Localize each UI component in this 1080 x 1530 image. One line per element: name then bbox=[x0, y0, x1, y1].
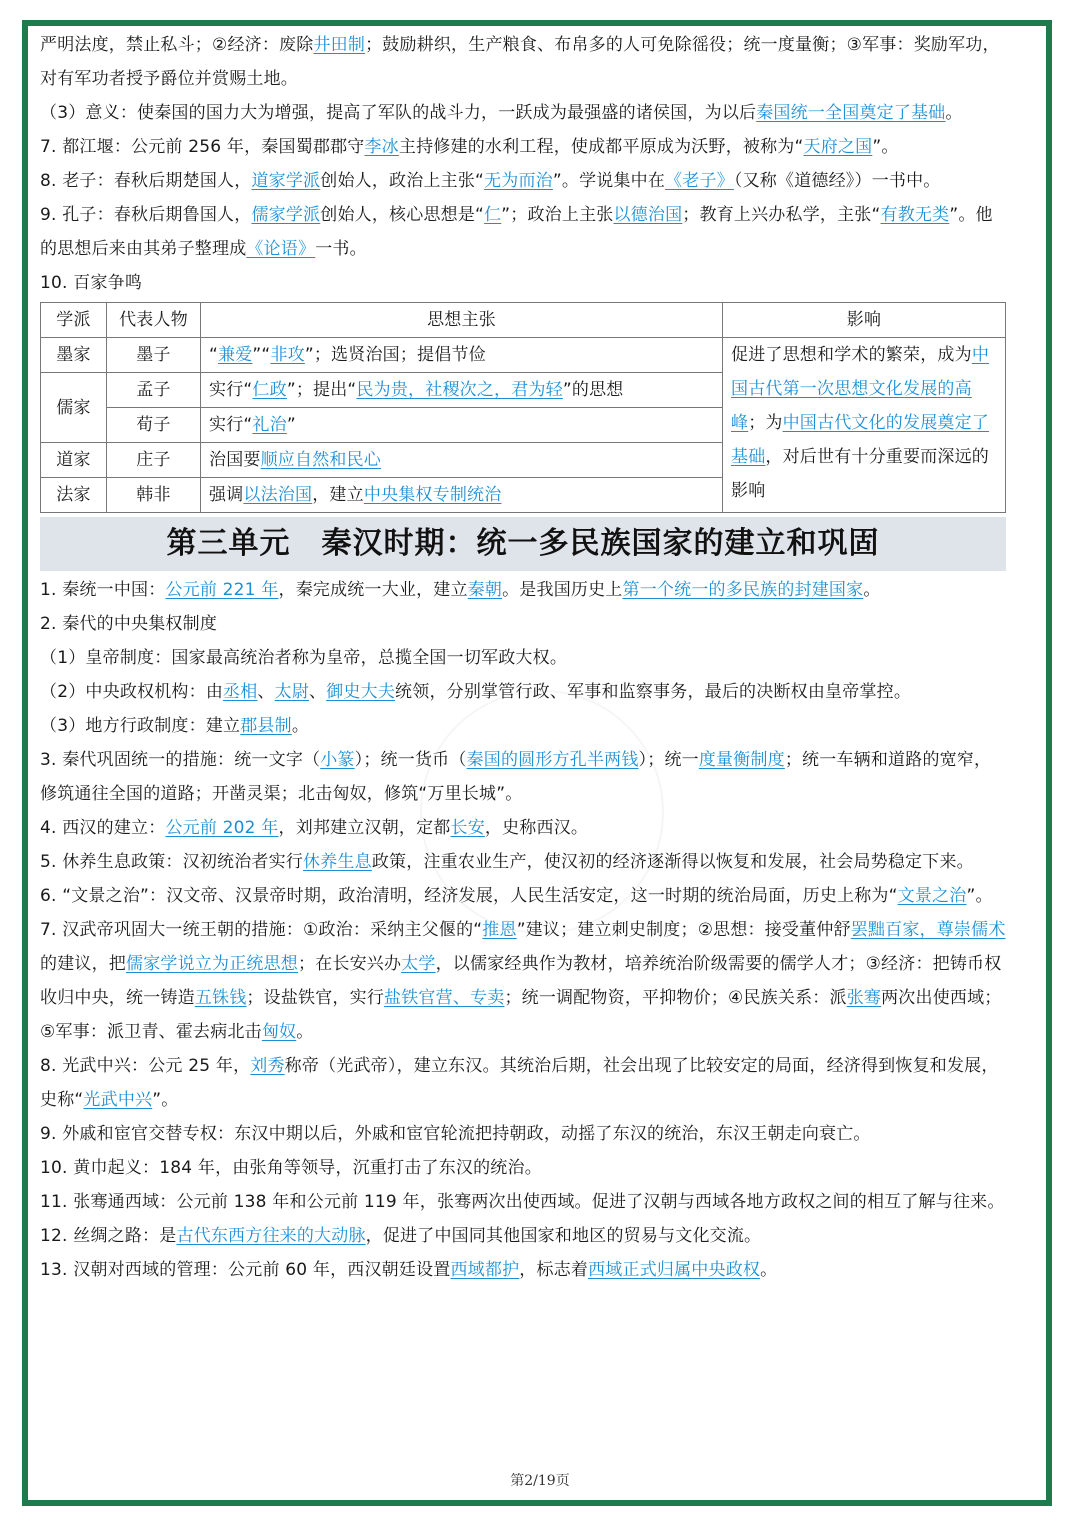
paragraph-yellow-turban: 10. 黄巾起义：184 年，由张角等领导，沉重打击了东汉的统治。 bbox=[40, 1158, 542, 1178]
person-cell: 韩非 bbox=[107, 478, 201, 513]
paragraph-qin-unification: 1. 秦统一中国：公元前 221 年，秦完成统一大业，建立秦朝。是我国历史上第一个统一的多民族的封建国家。 bbox=[40, 580, 881, 600]
table-header-row bbox=[41, 303, 1006, 338]
table-row bbox=[41, 338, 1006, 373]
paragraph-reform-significance: （3）意义：使秦国的国力大为增强，提高了军队的战斗力，一跃成为最强盛的诸侯国，为以后秦国统一全国奠定了基础。 bbox=[40, 103, 963, 123]
table-header-cell: 代表人物 bbox=[107, 303, 201, 338]
hundred-schools-table bbox=[40, 302, 1006, 513]
paragraph-laozi: 8. 老子：春秋后期楚国人，道家学派创始人，政治上主张“无为而治”。学说集中在《老子》（又称《道德经》）一书中。 bbox=[40, 171, 941, 191]
idea-cell: 治国要顺应自然和民心 bbox=[201, 443, 723, 478]
table-header-cell: 学派 bbox=[41, 303, 107, 338]
person-cell: 荀子 bbox=[107, 408, 201, 443]
paragraph-zhangqian: 11. 张骞通西域：公元前 138 年和公元前 119 年，张骞两次出使西域。促进了汉朝与西域各地方政权之间的相互了解与往来。 bbox=[40, 1192, 1005, 1212]
idea-cell: 实行“仁政”；提出“民为贵，社稷次之，君为轻”的思想 bbox=[201, 373, 723, 408]
paragraph-western-regions: 13. 汉朝对西域的管理：公元前 60 年，西汉朝廷设置西域都护，标志着西域正式归属中央政权。 bbox=[40, 1260, 778, 1280]
table-header-cell: 影响 bbox=[723, 303, 1006, 338]
idea-cell: 实行“礼治” bbox=[201, 408, 723, 443]
unit-title-banner: 第三单元 秦汉时期：统一多民族国家的建立和巩固 bbox=[40, 517, 1006, 571]
person-cell: 孟子 bbox=[107, 373, 201, 408]
paragraph-emperor-wu-measures: 7. 汉武帝巩固大一统王朝的措施：①政治：采纳主父偃的“推恩”建议；建立刺史制度；②思想：接受董仲舒罢黜百家，尊崇儒术的建议，把儒家学说立为正统思想；在长安兴办太学，以儒家经典作为教材，培养统治阶级需要的儒学人才；③经济：把铸币权收归中央，统一铸造五铢钱；设盐铁官，实行盐铁官营、专卖；统一调配物资，平抑物价；④民族关系：派张骞两次出使西域；⑤军事：派卫青、霍去病北击匈奴。 bbox=[40, 920, 1006, 1042]
paragraph-local-administration: （3）地方行政制度：建立郡县制。 bbox=[40, 716, 310, 736]
paragraph-eunuch-consort-rule: 9. 外戚和宦官交替专权：东汉中期以后，外戚和宦官轮流把持朝政，动摇了东汉的统治，东汉王朝走向衰亡。 bbox=[40, 1124, 871, 1144]
paragraph-dujiangyan: 7. 都江堰：公元前 256 年，秦国蜀郡郡守李冰主持修建的水利工程，使成都平原成为沃野，被称为“天府之国”。 bbox=[40, 137, 899, 157]
table-header-cell: 思想主张 bbox=[201, 303, 723, 338]
school-cell: 儒家 bbox=[41, 373, 107, 443]
paragraph-western-han: 4. 西汉的建立：公元前 202 年，刘邦建立汉朝，定都长安，史称西汉。 bbox=[40, 818, 589, 838]
paragraph-guangwu-revival: 8. 光武中兴：公元 25 年，刘秀称帝（光武帝），建立东汉。其统治后期，社会出现了比较安定的局面，经济得到恢复和发展，史称“光武中兴”。 bbox=[40, 1056, 999, 1110]
paragraph-wenjing-rule: 6. “文景之治”：汉文帝、汉景帝时期，政治清明，经济发展，人民生活安定，这一时期的统治局面，历史上称为“文景之治”。 bbox=[40, 886, 993, 906]
school-cell: 墨家 bbox=[41, 338, 107, 373]
school-cell: 道家 bbox=[41, 443, 107, 478]
paragraph-emperor-system: （1）皇帝制度：国家最高统治者称为皇帝，总揽全国一切军政大权。 bbox=[40, 648, 568, 668]
school-cell: 法家 bbox=[41, 478, 107, 513]
impact-cell: 促进了思想和学术的繁荣，成为中国古代第一次思想文化发展的高峰；为中国古代文化的发展奠定了基础，对后世有十分重要而深远的影响 bbox=[723, 338, 1006, 513]
paragraph-confucius: 9. 孔子：春秋后期鲁国人，儒家学派创始人，核心思想是“仁”；政治上主张以德治国；教育上兴办私学，主张“有教无类”。他的思想后来由其弟子整理成《论语》一书。 bbox=[40, 205, 993, 259]
page-number: 第2/19页 bbox=[510, 1473, 570, 1489]
paragraph-hundred-schools-heading: 10. 百家争鸣 bbox=[40, 273, 143, 293]
paragraph-reform-content: 严明法度，禁止私斗；②经济：废除井田制；鼓励耕织，生产粮食、布帛多的人可免除徭役；统一度量衡；③军事：奖励军功，对有军功者授予爵位并赏赐土地。 bbox=[40, 35, 1000, 89]
paragraph-qin-measures: 3. 秦代巩固统一的措施：统一文字（小篆）；统一货币（秦国的圆形方孔半两钱）；统一度量衡制度；统一车辆和道路的宽窄，修筑通往全国的道路；开凿灵渠；北击匈奴，修筑“万里长城”。 bbox=[40, 750, 992, 804]
paragraph-qin-centralization: 2. 秦代的中央集权制度 bbox=[40, 614, 218, 634]
paragraph-recuperation-policy: 5. 休养生息政策：汉初统治者实行休养生息政策，注重农业生产，使汉初的经济逐渐得以恢复和发展，社会局势稳定下来。 bbox=[40, 852, 974, 872]
document-body bbox=[40, 28, 1006, 1287]
paragraph-silk-road: 12. 丝绸之路：是古代东西方往来的大动脉，促进了中国同其他国家和地区的贸易与文化交流。 bbox=[40, 1226, 762, 1246]
idea-cell: “兼爱”“非攻”；选贤治国；提倡节俭 bbox=[201, 338, 723, 373]
idea-cell: 强调以法治国，建立中央集权专制统治 bbox=[201, 478, 723, 513]
person-cell: 庄子 bbox=[107, 443, 201, 478]
person-cell: 墨子 bbox=[107, 338, 201, 373]
paragraph-central-government: （2）中央政权机构：由丞相、太尉、御史大夫统领，分别掌管行政、军事和监察事务，最后的决断权由皇帝掌控。 bbox=[40, 682, 912, 702]
